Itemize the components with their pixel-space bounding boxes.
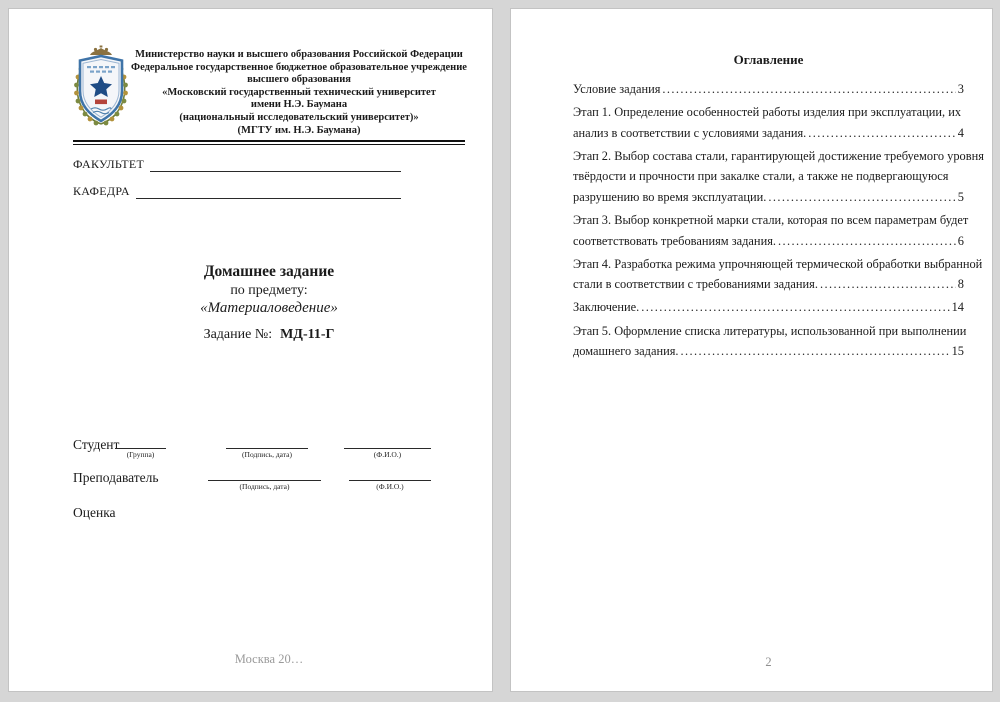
- faculty-label: ФАКУЛЬТЕТ: [73, 157, 145, 171]
- toc-page-number: 3: [957, 82, 964, 96]
- faculty-field: [73, 157, 401, 172]
- teacher-signature-line: [208, 480, 321, 481]
- toc-entry-text: твёрдости и прочности при закалке стали, а также не подвергающуюся: [573, 169, 949, 184]
- assignment-label: Задание №:: [203, 327, 273, 342]
- toc-entry-text: Этап 5. Оформление списка литературы, использованной при выполнении: [573, 323, 967, 338]
- toc-entry-text: Этап 4. Разработка режима упрочняющей термической обработки выбранной: [573, 256, 983, 271]
- assignment-number: МД-11-Г: [280, 327, 335, 342]
- toc-entry-text: анализ в соответствии с условиями задания.: [573, 125, 807, 140]
- header-line: (МГТУ им. Н.Э. Баумана): [237, 124, 361, 136]
- dot-leader: [681, 341, 950, 362]
- toc-page-number: 14: [951, 300, 964, 315]
- student-label: Студент: [73, 437, 120, 452]
- header-line: «Московский государственный технический университет: [162, 86, 436, 98]
- toc-entry: [573, 79, 964, 100]
- toc-entry: [573, 102, 964, 143]
- group-caption: (Группа): [126, 450, 155, 459]
- department-field: [73, 184, 401, 199]
- student-name-line: [344, 448, 431, 449]
- toc-page-number: 4: [957, 125, 964, 140]
- toc-entry-text: домашнего задания.: [573, 344, 679, 359]
- faculty-blank-line: [150, 158, 401, 172]
- university-header: [131, 49, 467, 137]
- toc-page-number: 8: [957, 277, 964, 292]
- toc-entry-text: Этап 3. Выбор конкретной марки стали, которая по всем параметрам будет: [573, 213, 969, 228]
- toc-entry: [573, 210, 969, 251]
- toc-entry-text: соответствовать требованиям задания.: [573, 233, 776, 248]
- dot-leader: [778, 231, 956, 252]
- toc-page-number: 15: [951, 344, 964, 359]
- page-number: 2: [765, 655, 772, 669]
- header-line: имени Н.Э. Баумана: [250, 99, 348, 111]
- department-blank-line: [136, 185, 401, 199]
- toc-entry: [573, 321, 967, 362]
- grade-label: Оценка: [73, 505, 116, 520]
- toc-entry-text: разрушению во время эксплуатации.: [573, 189, 767, 204]
- header-line: высшего образования: [247, 74, 351, 86]
- toc-page[interactable]: [510, 8, 993, 692]
- name-caption: (Ф.И.О.): [376, 482, 404, 491]
- toc-entry: [573, 146, 984, 208]
- dot-leader: [808, 123, 956, 144]
- toc-entry-text: Условие задания: [573, 82, 661, 96]
- dot-leader: [641, 297, 949, 318]
- title-page[interactable]: [8, 8, 493, 692]
- city-year-footer: Москва 20…: [234, 652, 304, 666]
- signature-caption: (Подпись, дата): [239, 482, 290, 491]
- toc-entry-text: Этап 2. Выбор состава стали, гарантирующей достижение требуемого уровня: [573, 148, 984, 163]
- table-of-contents: [573, 79, 984, 364]
- header-line: Министерство науки и высшего образования Российской Федерации: [135, 49, 463, 60]
- header-line: Федеральное государственное бюджетное образовательное учреждение: [131, 61, 467, 73]
- assignment-number-line: [73, 327, 465, 343]
- signature-caption: (Подпись, дата): [242, 450, 292, 459]
- subject-name: «Материаловедение»: [200, 300, 338, 316]
- toc-entry-text: Заключение.: [573, 300, 640, 315]
- toc-page-number: 6: [957, 233, 964, 248]
- university-emblem-icon: [71, 45, 131, 127]
- document-subtitle: по предмету:: [230, 283, 308, 298]
- toc-page-number: 5: [957, 189, 964, 204]
- teacher-name-line: [349, 480, 431, 481]
- dot-leader: [662, 79, 955, 100]
- toc-entry: [573, 297, 964, 318]
- student-group-line: [115, 448, 166, 449]
- header-line: (национальный исследовательский университет)»: [179, 111, 419, 123]
- student-signature-line: [226, 448, 308, 449]
- toc-entry: [573, 254, 983, 295]
- dot-leader: [768, 187, 955, 208]
- document-title: Домашнее задание: [203, 263, 335, 280]
- header-divider: [73, 140, 465, 145]
- toc-entry-text: стали в соответствии с требованиями задания.: [573, 277, 818, 292]
- toc-entry-text: Этап 1. Определение особенностей работы изделия при эксплуатации, их: [573, 105, 962, 120]
- toc-title: Оглавление: [733, 52, 804, 67]
- teacher-label: Преподаватель: [73, 470, 159, 485]
- dot-leader: [820, 274, 956, 295]
- department-label: КАФЕДРА: [73, 184, 130, 198]
- name-caption: (Ф.И.О.): [373, 450, 402, 459]
